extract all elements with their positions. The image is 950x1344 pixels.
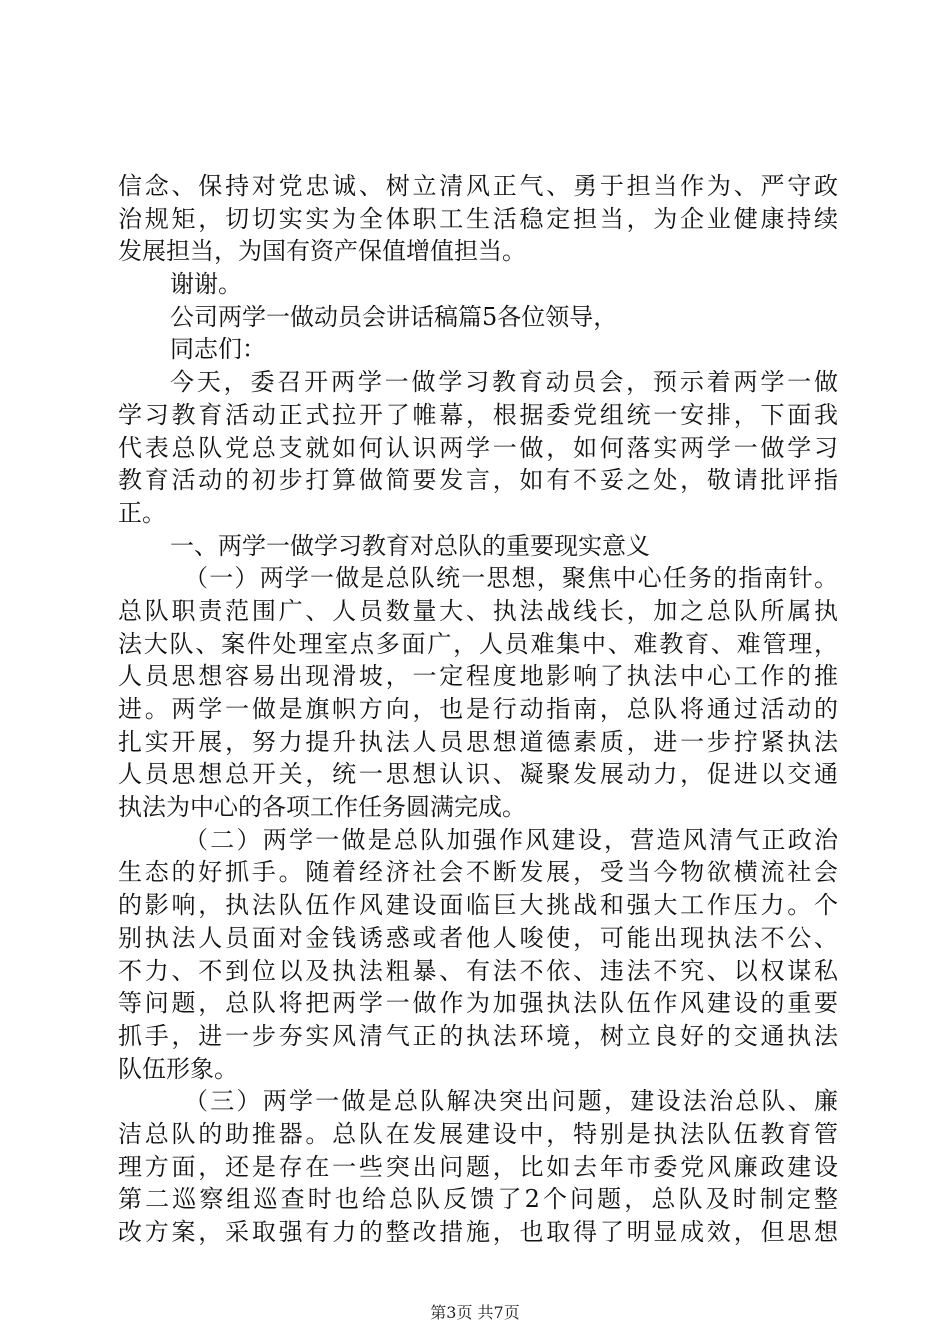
- text-line: 不力、不到位以及执法粗暴、有法不依、违法不究、以权谋私: [118, 956, 838, 985]
- text-line: 发展担当，为国有资产保值增值担当。: [118, 237, 526, 266]
- text-line: 人员思想总开关，统一思想认识、凝聚发展动力，促进以交通: [118, 760, 838, 789]
- text-line: 进。两学一做是旗帜方向，也是行动指南，总队将通过活动的: [118, 695, 838, 723]
- text-line: 人员思想容易出现滑坡，一定程度地影响了执法中心工作的推: [118, 662, 838, 691]
- text-line: （三）两学一做是总队解决突出问题，建设法治总队、廉: [184, 1087, 838, 1116]
- text-line: 改方案，采取强有力的整改措施，也取得了明显成效，但思想: [118, 1218, 838, 1246]
- text-line: 教育活动的初步打算做简要发言，如有不妥之处，敬请批评指: [118, 466, 838, 495]
- text-line: 等问题，总队将把两学一做作为加强执法队伍作风建设的重要: [118, 989, 838, 1018]
- section-heading: 一、两学一做学习教育对总队的重要现实意义: [170, 531, 650, 560]
- text-line: 洁总队的助推器。总队在发展建设中，特别是执法队伍教育管: [118, 1119, 838, 1148]
- text-line: 的影响，执法队伍作风建设面临巨大挑战和强大工作压力。个: [118, 891, 838, 920]
- page-footer: 第3页 共7页: [430, 1303, 520, 1322]
- text-line: 正。: [118, 498, 166, 527]
- text-line: 扎实开展，努力提升执法人员思想道德素质，进一步拧紧执法: [118, 727, 838, 756]
- text-line: 队伍形象。: [118, 1054, 238, 1083]
- text-line: 信念、保持对党忠诚、树立清风正气、勇于担当作为、严守政: [118, 172, 838, 200]
- text-line: 总队职责范围广、人员数量大、执法战线长，加之总队所属执: [118, 596, 838, 625]
- text-line: 第二巡察组巡查时也给总队反馈了2个问题，总队及时制定整: [118, 1185, 838, 1214]
- text-line: 别执法人员面对金钱诱惑或者他人唆使，可能出现执法不公、: [118, 923, 838, 952]
- text-line: 谢谢。: [170, 270, 242, 299]
- text-line: （一）两学一做是总队统一思想，聚焦中心任务的指南针。: [184, 564, 838, 593]
- body-text: [118, 170, 838, 1249]
- text-line: 治规矩，切切实实为全体职工生活稳定担当，为企业健康持续: [118, 204, 838, 233]
- text-line: 今天，委召开两学一做学习教育动员会，预示着两学一做: [170, 368, 838, 397]
- text-line: 公司两学一做动员会讲话稿篇5各位领导，: [170, 302, 618, 331]
- text-line: 理方面，还是存在一些突出问题，比如去年市委党风廉政建设: [118, 1152, 838, 1181]
- text-line: 代表总队党总支就如何认识两学一做，如何落实两学一做学习: [118, 433, 838, 462]
- text-line: 生态的好抓手。随着经济社会不断发展，受当今物欲横流社会: [118, 858, 838, 887]
- text-line: 抓手，进一步夯实风清气正的执法环境，树立良好的交通执法: [118, 1021, 838, 1050]
- text-line: 学习教育活动正式拉开了帷幕，根据委党组统一安排，下面我: [118, 400, 838, 429]
- text-line: 执法为中心的各项工作任务圆满完成。: [118, 793, 526, 822]
- text-line: 法大队、案件处理室点多面广，人员难集中、难教育、难管理，: [118, 629, 838, 658]
- text-line: （二）两学一做是总队加强作风建设，营造风清气正政治: [184, 825, 838, 854]
- text-line: 同志们：: [170, 335, 266, 364]
